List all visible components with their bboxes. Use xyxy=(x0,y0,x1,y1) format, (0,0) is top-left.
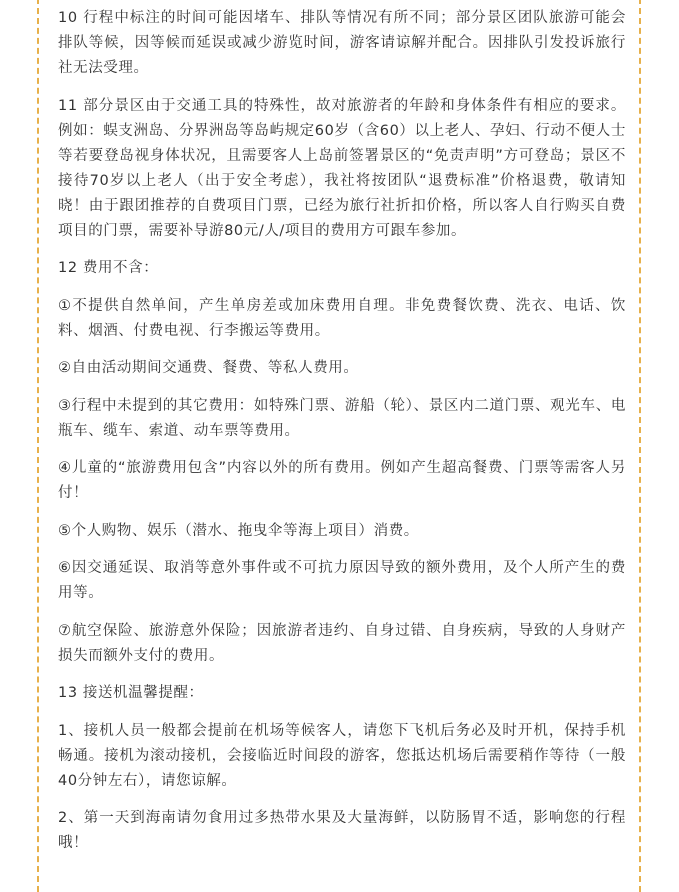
airport-tip-1: 1、接机人员一般都会提前在机场等候客人，请您下飞机后务必及时开机，保持手机畅通。接机为滚动接机，会接临近时间段的游客，您抵达机场后需要稍作等待（一般40分钟左右），请您谅解。 xyxy=(58,722,626,789)
exclusion-item-1: ①不提供自然单间，产生单房差或加床费用自理。非免费餐饮费、洗衣、电话、饮料、烟酒、付费电视、行李搬运等费用。 xyxy=(58,297,626,339)
exclusion-item-4: ④儿童的“旅游费用包含”内容以外的所有费用。例如产生超高餐费、门票等需客人另付！ xyxy=(58,460,626,501)
exclusion-item-3: ③行程中未提到的其它费用：如特殊门票、游船（轮）、景区内二道门票、观光车、电瓶车、缆车、索道、动车票等费用。 xyxy=(58,397,626,439)
exclusion-item-6: ⑥因交通延误、取消等意外事件或不可抗力原因导致的额外费用，及个人所产生的费用等。 xyxy=(58,560,626,601)
exclusion-item-5: ⑤个人购物、娱乐（潜水、拖曳伞等海上项目）消费。 xyxy=(58,522,419,539)
note-10-queue-delays: 10 行程中标注的时间可能因堵车、排队等情况有所不同；部分景区团队旅游可能会排队等候，因等候而延误或减少游览时间，游客请谅解并配合。因排队引发投诉旅行社无法受理。 xyxy=(58,10,626,76)
exclusion-item-7: ⑦航空保险、旅游意外保险；因旅游者违约、自身过错、自身疾病，导致的人身财产损失而额外支付的费用。 xyxy=(58,622,626,664)
note-11-age-restrictions: 11 部分景区由于交通工具的特殊性，故对旅游者的年龄和身体条件有相应的要求。例如：蜈支洲岛、分界洲岛等岛屿规定60岁（含60）以上老人、孕妇、行动不便人士等若要登岛视身体状况，且需要客人上岛前签署景区的“免责声明”方可登岛；景区不接待70岁以上老人（出于安全考虑），我社将按团队“退费标准”价格退费，敬请知晓！由于跟团推荐的自费项目门票，已经为旅行社折扣价格，所以客人自行购买自费项目的门票，需要补导游80元/人/项目的费用方可跟车参加。 xyxy=(58,97,626,239)
exclusion-item-2: ②自由活动期间交通费、餐费、等私人费用。 xyxy=(58,360,359,376)
section-12-heading: 12 费用不含： xyxy=(58,260,159,276)
notice-content xyxy=(58,6,626,869)
section-13-heading: 13 接送机温馨提醒： xyxy=(58,685,204,701)
airport-tip-2: 2、第一天到海南请勿食用过多热带水果及大量海鲜，以防肠胃不适，影响您的行程哦！ xyxy=(58,810,626,851)
